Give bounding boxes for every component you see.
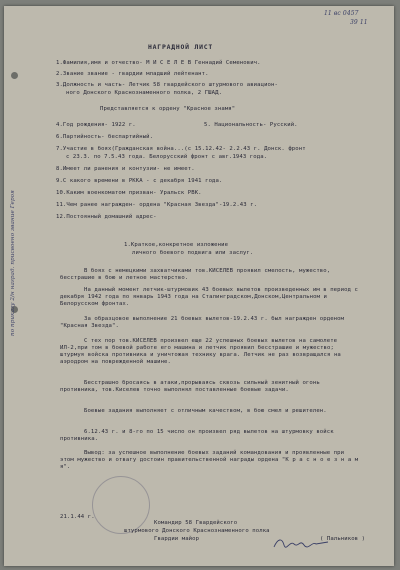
body-paragraph: За образцовое выполнение 21 боевых вылетов-19.2.43 г. был награжден орденом "Красная Звезда". [60, 316, 345, 329]
field-previous-awards: 11.Чем ранее награжден- ордена "Красная Звезда"-19.2.43 г. [56, 202, 258, 208]
commander-name: ( Пальников ) [320, 536, 366, 542]
field-battles-cont: с 23.3. по 7.5.43 года. Белорусский фронт с авг.1943 года. [66, 154, 268, 160]
archive-number-2: 39 11 [350, 19, 368, 26]
body-paragraph: Бесстрашно бросаясь в атаки,прорываясь сквозь сильный зенитный огонь противника, тов.Киселев точно выполнял поставленные боевые задачи. [60, 380, 320, 393]
field-unit: 3.Должность и часть- Летчик 58 гвардейского штурмового авиацион- [56, 82, 278, 88]
body-paragraph: 6.12.43 г. и 8-го по 15 число он произвел ряд вылетов на штурмовку войск противника. [60, 429, 334, 442]
award-sheet [4, 6, 394, 566]
award-proposal: Представляется к ордену "Красное знамя" [100, 106, 236, 112]
field-rank: 2.Звание звание - гвардии младший лейтенант. [56, 71, 209, 77]
field-address: 12.Постоянный домашний адрес- [56, 214, 157, 220]
body-paragraph: С тех пор тов.КИСЕЛЕВ произвел еще 22 успешных боевых вылетов на самолете ИЛ-2,при том в боевой работе его машина и летчик проявил бесстрашие и мужество; штурмуя войска противника и уничтожая технику врага. Летчик не раз возвращался на аэродром на поврежденной машине. [60, 338, 341, 365]
commander-title: Командир 58 Гвардейского [154, 520, 238, 526]
commander-unit: штурмового Донского Краснознаменного полка [124, 528, 270, 534]
field-party: 6.Партийность- беспартийный. [56, 134, 154, 140]
archive-number: 11 вс 0457 [324, 10, 359, 17]
commander-rank: Гвардии майор [154, 536, 200, 542]
field-fullname: 1.Фамилия,имя и отчество- М И С Е Л Е В Геннадий Семенович. [56, 60, 261, 66]
side-annotation: по приказу 2/н наград. присвоено звание Героя [10, 190, 16, 336]
field-draft-office: 10.Каким военкоматом призван- Уральск РВК. [56, 190, 202, 196]
section-title-2: личного боевого подвига или заслуг. [132, 250, 254, 256]
body-paragraph: В боях с немецкими захватчиками тов.КИСЕЛЕВ проявил смелость, мужество, бесстрашие в бою и летное мастерство. [60, 268, 331, 281]
punch-hole [11, 72, 18, 79]
field-unit-cont: ного Донского Краснознаменного полка, 2 ГШАД. [66, 90, 223, 96]
conclusion-paragraph: Вывод: за успешное выполнение боевых заданий командования и проявленные при этом мужество и отвагу достоин правительственной награды ордена "К р а с н о е з н а м я". [60, 450, 359, 470]
field-nationality: 5. Национальность- Русский. [204, 122, 298, 128]
field-wounds: 8.Имеет ли ранения и контузии- не имеет. [56, 166, 195, 172]
body-paragraph: Боевые задания выполняет с отличным качеством, в бою смел и решителен. [84, 408, 327, 414]
round-seal [92, 476, 150, 534]
field-service-since: 9.С какого времени в РККА - с декабря 1941 года. [56, 178, 223, 184]
handwritten-signature [272, 536, 330, 550]
section-title: 1.Краткое,конкретное изложение [124, 242, 229, 248]
field-birth-year: 4.Год рождения- 1922 г. [56, 122, 136, 128]
body-paragraph: На данный момент летчик-штурмовик 43 боевых вылетов произведенных им в период с декабря 1942 года по январь 1943 года на Сталинградском,Донском,Центральном и Белорусском фронтах. [60, 287, 358, 307]
document-title: НАГРАДНОЙ ЛИСТ [148, 43, 214, 51]
sign-date: 21.1.44 г. [60, 514, 95, 520]
field-battles: 7.Участие в боях(Гражданская война...(с 15.12.42- 2.2.43 г. Донск. фронт [56, 146, 306, 152]
